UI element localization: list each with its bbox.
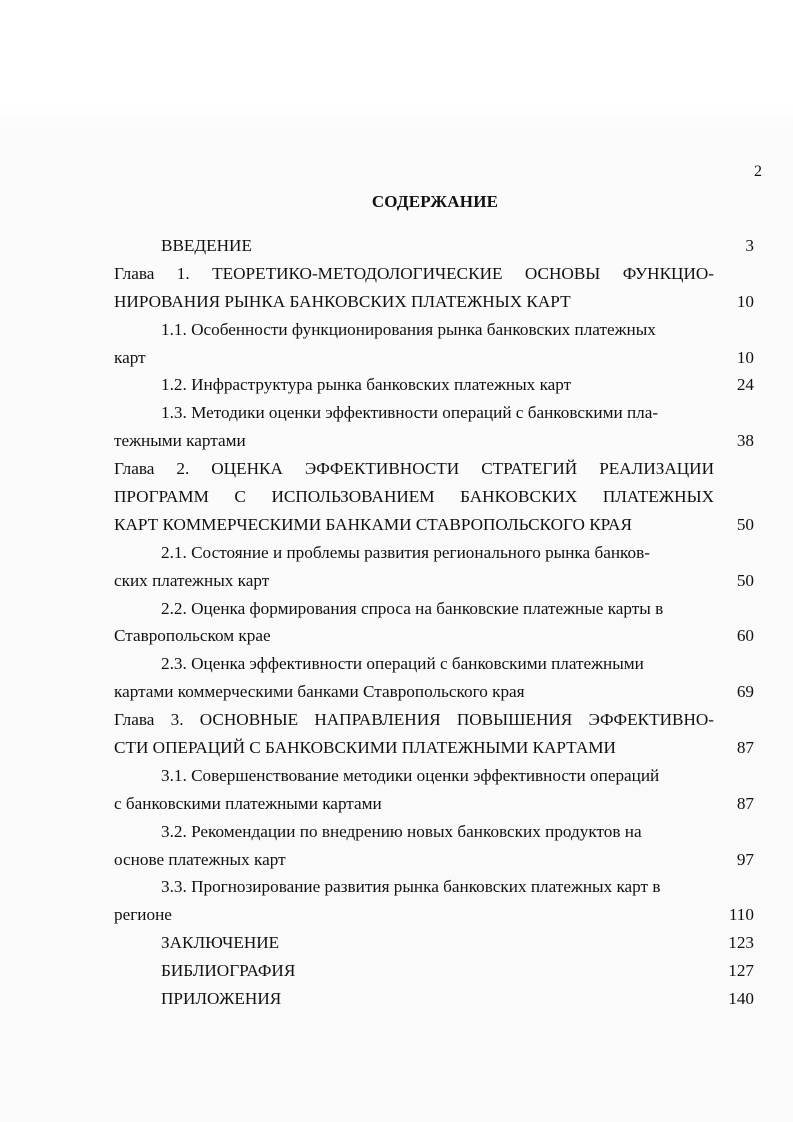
toc-entry-text: 3.2. Рекомендации по внедрению новых банковских продуктов на [161,821,642,841]
toc-entry-text: 2.3. Оценка эффективности операций с банковскими платежными [161,654,644,674]
toc-entry-section-2-2-cont[interactable] [114,622,754,650]
toc-entry-text: ПРИЛОЖЕНИЯ [161,989,282,1009]
toc-entry-text: Глава 3. ОСНОВНЫЕ НАПРАВЛЕНИЯ ПОВЫШЕНИЯ ЭФФЕКТИВНО- [114,710,714,730]
toc-entry-text: картами коммерческими банками Ставропольского края [114,682,525,702]
toc-entry-text: 2.1. Состояние и проблемы развития регионального рынка банков- [161,542,650,562]
toc-entry-text: с банковскими платежными картами [114,793,382,813]
toc-entry-text: 3.3. Прогнозирование развития рынка банковских платежных карт в [161,877,661,897]
toc-entry-text: 2.2. Оценка формирования спроса на банковские платежные карты в [161,598,664,618]
toc-entry-text: 1.1. Особенности функционирования рынка банковских платежных [161,319,656,339]
toc-entry-page: 24 [736,375,754,395]
toc-entry-text: ВВЕДЕНИЕ [161,236,252,255]
toc-entry-bibliography[interactable] [114,957,754,985]
toc-entry-text: КАРТ КОММЕРЧЕСКИМИ БАНКАМИ СТАВРОПОЛЬСКОГО КРАЯ [114,514,632,534]
toc-entry-page: 123 [728,933,754,953]
toc-entry-page: 50 [736,570,754,590]
toc-entry-text: ПРОГРАММ С ИСПОЛЬЗОВАНИЕМ БАНКОВСКИХ ПЛАТЕЖНЫХ [114,487,714,507]
toc-entry-page: 38 [736,431,754,451]
toc-entry-section-2-3[interactable] [114,650,754,678]
toc-entry-page: 97 [736,849,754,869]
toc-entry-text: Глава 1. ТЕОРЕТИКО-МЕТОДОЛОГИЧЕСКИЕ ОСНОВЫ ФУНКЦИО- [114,263,714,283]
toc-entry-section-3-1-cont[interactable] [114,790,754,818]
toc-entry-chapter-2-cont-2[interactable] [114,511,754,539]
toc-entry-text: регионе [114,905,172,925]
toc-entry-text: тежными картами [114,431,246,451]
toc-entry-appendices[interactable] [114,985,754,1013]
toc-entry-page: 69 [736,682,754,702]
toc-entry-text: НИРОВАНИЯ РЫНКА БАНКОВСКИХ ПЛАТЕЖНЫХ КАРТ [114,291,571,311]
toc-entry-chapter-1[interactable] [114,260,754,288]
toc-entry-chapter-2-cont[interactable] [114,483,754,511]
toc-entry-page: 50 [736,514,754,534]
toc-entry-section-3-3-cont[interactable] [114,901,754,929]
toc-entry-section-2-2[interactable] [114,595,754,623]
page-number: 2 [754,163,762,180]
toc-entry-section-3-2[interactable] [114,818,754,846]
toc-entry-text: карт [114,347,146,367]
toc-entry-conclusion[interactable] [114,929,754,957]
toc-title: СОДЕРЖАНИЕ [371,192,499,211]
toc-entry-text: 1.3. Методики оценки эффективности операций с банковскими пла- [161,403,659,423]
toc-entry-text: Ставропольском крае [114,626,271,646]
table-of-contents [114,232,754,1013]
toc-entry-page: 10 [736,291,754,311]
toc-entry-section-3-3[interactable] [114,873,754,901]
toc-entry-chapter-2[interactable] [114,455,754,483]
toc-entry-chapter-3[interactable] [114,706,754,734]
toc-entry-text: ЗАКЛЮЧЕНИЕ [161,933,280,953]
toc-entry-section-3-1[interactable] [114,762,754,790]
toc-entry-chapter-3-cont[interactable] [114,734,754,762]
toc-entry-text: БИБЛИОГРАФИЯ [161,961,296,981]
toc-entry-page: 87 [736,738,754,758]
toc-entry-section-2-1[interactable] [114,539,754,567]
toc-entry-section-3-2-cont[interactable] [114,846,754,874]
toc-entry-chapter-1-cont[interactable] [114,288,754,316]
toc-entry-section-2-1-cont[interactable] [114,567,754,595]
toc-entry-text: основе платежных карт [114,849,286,869]
toc-entry-section-1-3-cont[interactable] [114,427,754,455]
toc-entry-introduction[interactable] [114,232,754,260]
toc-entry-page: 3 [745,236,754,255]
toc-entry-section-2-3-cont[interactable] [114,678,754,706]
toc-entry-page: 87 [736,793,754,813]
toc-entry-page: 60 [736,626,754,646]
toc-entry-section-1-3[interactable] [114,399,754,427]
toc-entry-page: 140 [728,989,754,1009]
toc-entry-section-1-1[interactable] [114,316,754,344]
toc-entry-section-1-1-cont[interactable] [114,344,754,372]
toc-entry-page: 110 [728,905,754,925]
toc-entry-page: 10 [736,347,754,367]
toc-entry-page: 127 [728,961,754,981]
toc-entry-text: СТИ ОПЕРАЦИЙ С БАНКОВСКИМИ ПЛАТЕЖНЫМИ КАРТАМИ [114,738,616,758]
toc-entry-text: 1.2. Инфраструктура рынка банковских платежных карт [161,375,572,395]
toc-entry-text: ских платежных карт [114,570,270,590]
toc-entry-text: Глава 2. ОЦЕНКА ЭФФЕКТИВНОСТИ СТРАТЕГИЙ РЕАЛИЗАЦИИ [114,459,714,479]
toc-entry-text: 3.1. Совершенствование методики оценки эффективности операций [161,765,660,785]
toc-entry-section-1-2[interactable] [114,371,754,399]
